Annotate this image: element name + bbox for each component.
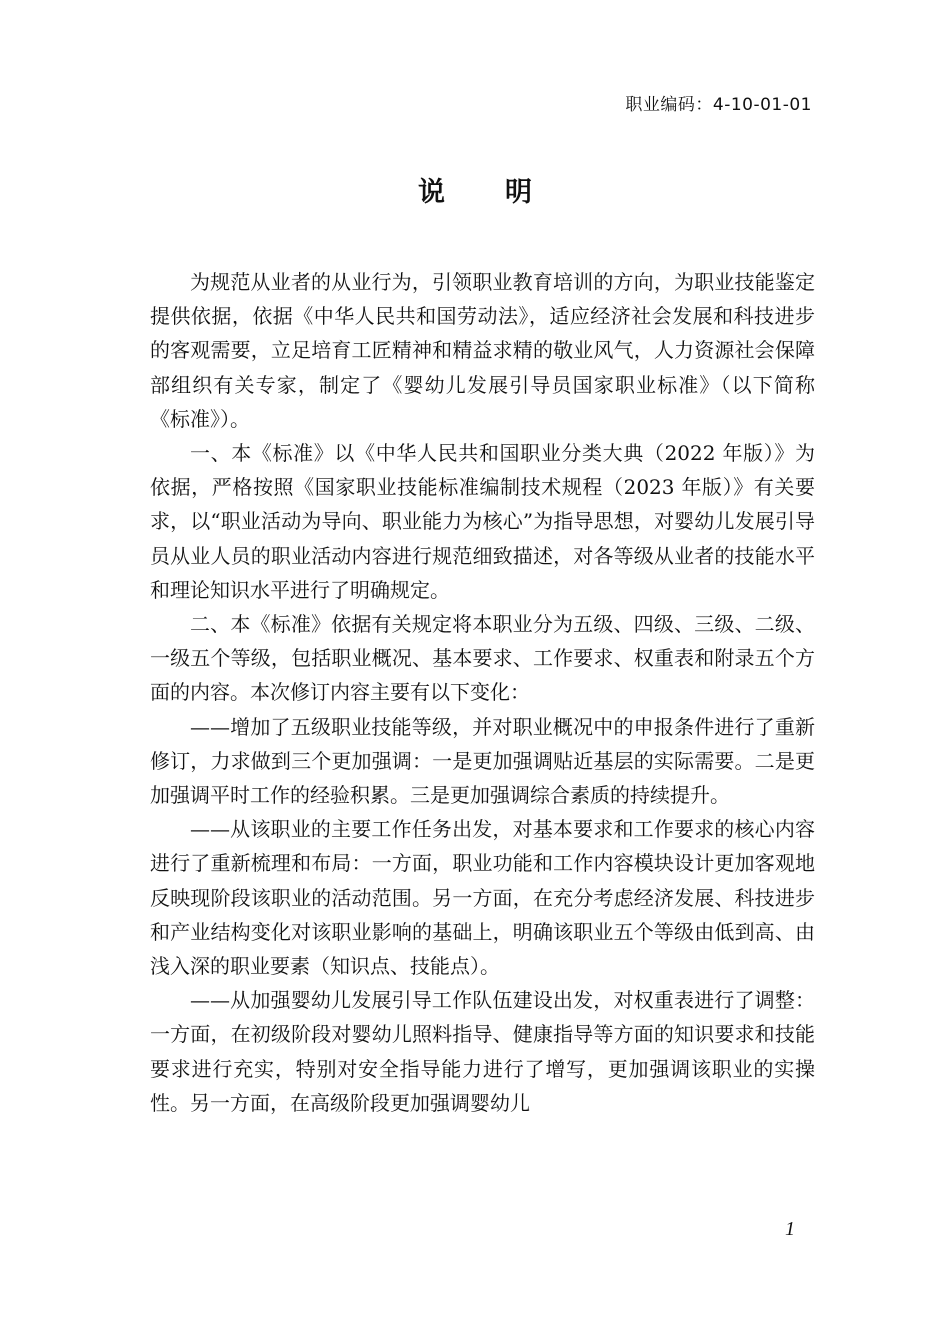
page-title: 说明 xyxy=(418,177,592,208)
paragraph-1: 一、本《标准》以《中华人民共和国职业分类大典（2022 年版）》为依据，严格按照《国家职业技能标准编制技术规程（2023 年版）》有关要求，以“职业活动为导向、职业能力为核心”为指导思想，对婴幼儿发展引导员从业人员的职业活动内容进行规范细致描述，对各等级从业者的技能水平和理论知识水平进行了明确规定。 xyxy=(150,441,815,602)
paragraph-2: 二、本《标准》依据有关规定将本职业分为五级、四级、三级、二级、一级五个等级，包括职业概况、基本要求、工作要求、权重表和附录五个方面的内容。本次修订内容主要有以下变化： xyxy=(150,612,815,705)
paragraph-intro: 为规范从业者的从业行为，引领职业教育培训的方向，为职业技能鉴定提供依据，依据《中华人民共和国劳动法》，适应经济社会发展和科技进步的客观需要，立足培育工匠精神和精益求精的敬业风气，人力资源社会保障部组织有关专家，制定了《婴幼儿发展引导员国家职业标准》（以下简称《标准》）。 xyxy=(150,270,815,431)
paragraph-change-1: ——增加了五级职业技能等级，并对职业概况中的申报条件进行了重新修订，力求做到三个更加强调：一是更加强调贴近基层的实际需要。二是更加强调平时工作的经验积累。三是更加强调综合素质的持续提升。 xyxy=(150,714,815,808)
page-number: 1 xyxy=(785,1218,795,1240)
paragraph-change-2: ——从该职业的主要工作任务出发，对基本要求和工作要求的核心内容进行了重新梳理和布局：一方面，职业功能和工作内容模块设计更加客观地反映现阶段该职业的活动范围。另一方面，在充分考虑经济发展、科技进步和产业结构变化对该职业影响的基础上，明确该职业五个等级由低到高、由浅入深的职业要素（知识点、技能点）。 xyxy=(150,817,815,979)
body-text xyxy=(150,265,815,1120)
paragraph-change-3: ——从加强婴幼儿发展引导工作队伍建设出发，对权重表进行了调整：一方面，在初级阶段对婴幼儿照料指导、健康指导等方面的知识要求和技能要求进行充实，特别对安全指导能力进行了增写，更加强调该职业的实操性。另一方面，在高级阶段更加强调婴幼儿 xyxy=(150,988,815,1115)
occupation-code: 职业编码：4-10-01-01 xyxy=(625,95,812,115)
